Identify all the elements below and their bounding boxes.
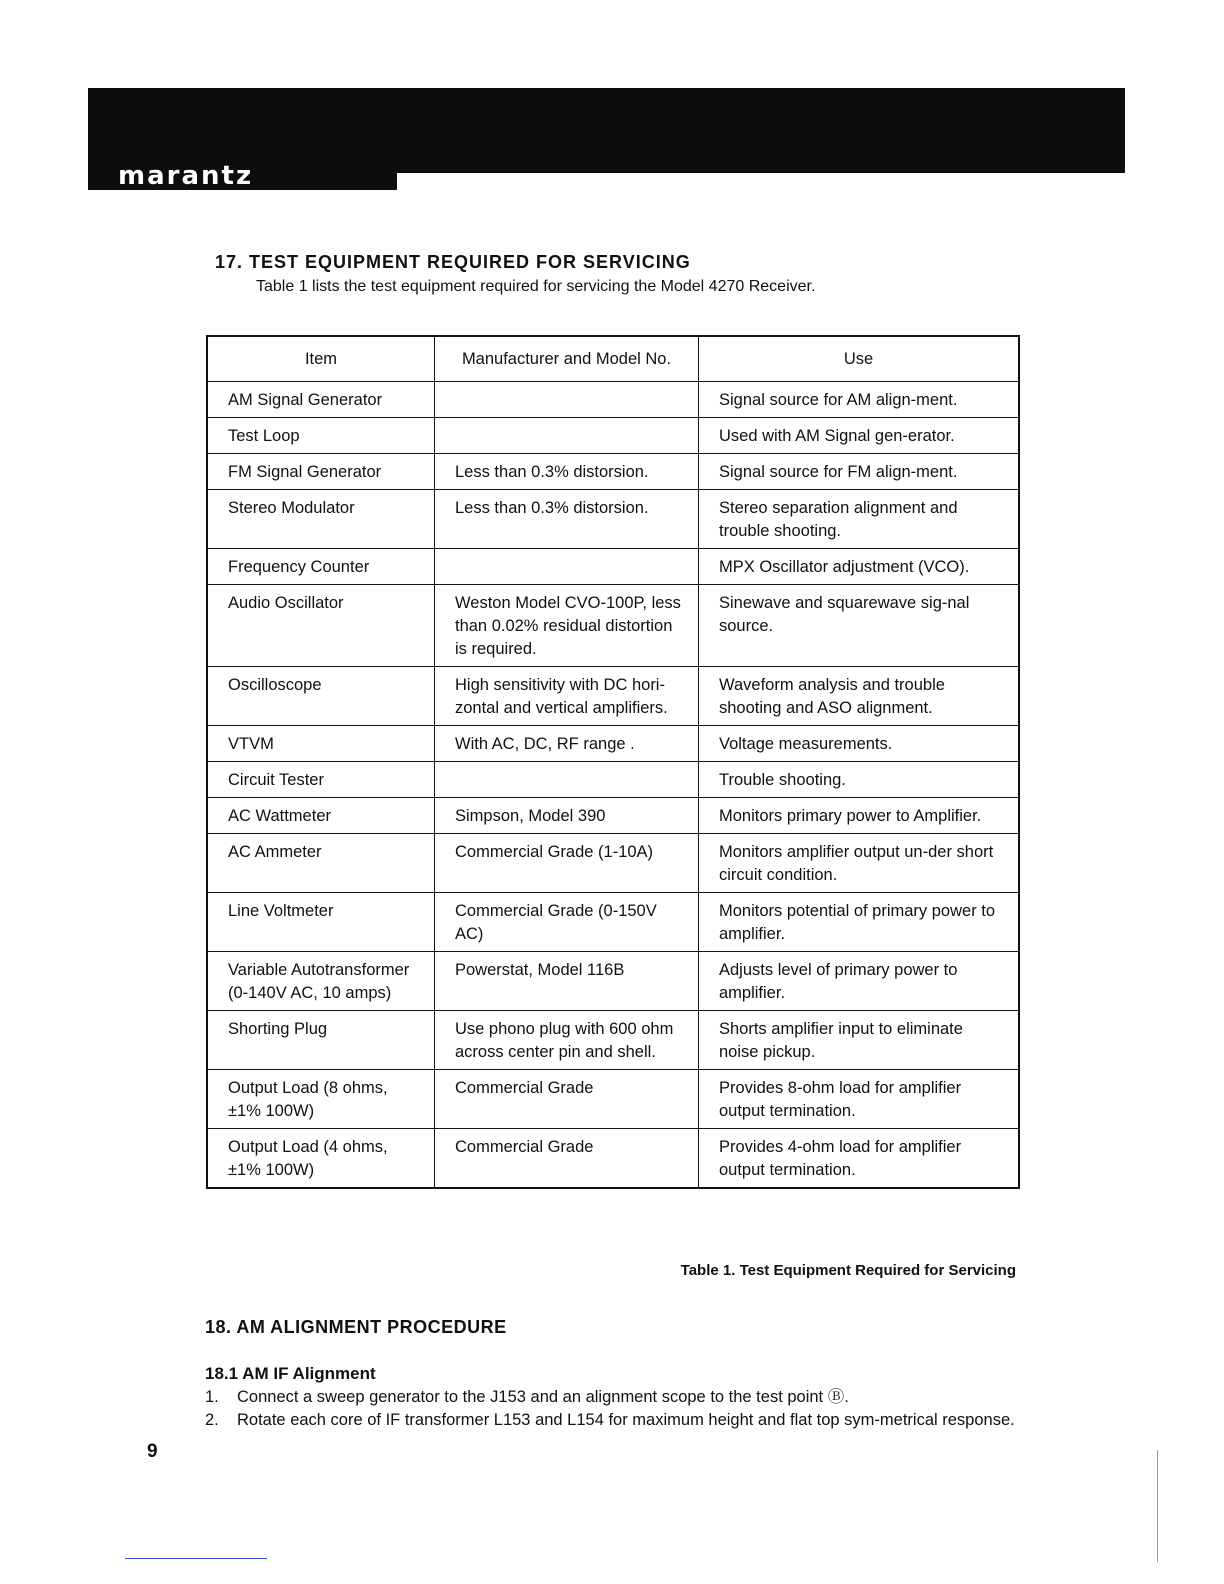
table-caption: Table 1. Test Equipment Required for Servicing [680, 1262, 1016, 1279]
table-row [207, 1129, 1019, 1189]
list-item [205, 1409, 1017, 1432]
cell-item: Audio Oscillator [207, 585, 435, 667]
cell-item: Line Voltmeter [207, 893, 435, 952]
cell-manufacturer: Weston Model CVO-100P, less than 0.02% residual distortion is required. [435, 585, 699, 667]
table-row [207, 549, 1019, 585]
cell-use: Shorts amplifier input to eliminate noise pickup. [699, 1011, 1020, 1070]
cell-item: VTVM [207, 726, 435, 762]
subsection-18-1-title: 18.1 AM IF Alignment [205, 1364, 376, 1383]
cell-manufacturer: High sensitivity with DC hori-zontal and vertical amplifiers. [435, 667, 699, 726]
table-row [207, 418, 1019, 454]
cell-item: Variable Autotransformer (0-140V AC, 10 amps) [207, 952, 435, 1011]
cell-use: Monitors primary power to Amplifier. [699, 798, 1020, 834]
table-header-row [207, 336, 1019, 382]
step-number: 2. [205, 1411, 219, 1429]
cell-use: Stereo separation alignment and trouble shooting. [699, 490, 1020, 549]
table-row [207, 1070, 1019, 1129]
list-item [205, 1386, 1017, 1409]
cell-item: Output Load (8 ohms, ±1% 100W) [207, 1070, 435, 1129]
cell-use: Adjusts level of primary power to amplifier. [699, 952, 1020, 1011]
section-18-title: 18. AM ALIGNMENT PROCEDURE [205, 1317, 507, 1337]
table-row [207, 454, 1019, 490]
header-item: Item [207, 336, 435, 382]
cell-use: Sinewave and squarewave sig-nal source. [699, 585, 1020, 667]
cell-manufacturer: Commercial Grade (0-150V AC) [435, 893, 699, 952]
cell-use: Provides 8-ohm load for amplifier output termination. [699, 1070, 1020, 1129]
table-row [207, 667, 1019, 726]
cell-use: Trouble shooting. [699, 762, 1020, 798]
cell-use: Monitors amplifier output un-der short circuit condition. [699, 834, 1020, 893]
cell-manufacturer [435, 549, 699, 585]
section-17-title: 17. TEST EQUIPMENT REQUIRED FOR SERVICING [215, 252, 691, 272]
table-row [207, 1011, 1019, 1070]
table-row [207, 834, 1019, 893]
step-text: Connect a sweep generator to the J153 and an alignment scope to the test point Ⓑ. [237, 1388, 849, 1406]
cell-item: AC Ammeter [207, 834, 435, 893]
cell-use: Signal source for AM align-ment. [699, 382, 1020, 418]
table-row [207, 762, 1019, 798]
cell-item: FM Signal Generator [207, 454, 435, 490]
equipment-table [206, 335, 1020, 1189]
cell-use: Voltage measurements. [699, 726, 1020, 762]
table-row [207, 726, 1019, 762]
table-row [207, 382, 1019, 418]
header-manufacturer: Manufacturer and Model No. [435, 336, 699, 382]
cell-manufacturer: Less than 0.3% distorsion. [435, 490, 699, 549]
alignment-steps [205, 1386, 1017, 1432]
cell-manufacturer: With AC, DC, RF range . [435, 726, 699, 762]
cell-manufacturer: Commercial Grade (1-10A) [435, 834, 699, 893]
cell-item: Test Loop [207, 418, 435, 454]
cell-item: AM Signal Generator [207, 382, 435, 418]
cell-manufacturer: Use phono plug with 600 ohm across center pin and shell. [435, 1011, 699, 1070]
page-number: 9 [147, 1441, 158, 1462]
cell-use: Waveform analysis and trouble shooting and ASO alignment. [699, 667, 1020, 726]
cell-item: AC Wattmeter [207, 798, 435, 834]
cell-item: Circuit Tester [207, 762, 435, 798]
cell-item: Shorting Plug [207, 1011, 435, 1070]
table-row [207, 490, 1019, 549]
table-row [207, 585, 1019, 667]
cell-manufacturer [435, 382, 699, 418]
cell-manufacturer: Less than 0.3% distorsion. [435, 454, 699, 490]
cell-manufacturer [435, 762, 699, 798]
cell-use: Provides 4-ohm load for amplifier output termination. [699, 1129, 1020, 1189]
table-row [207, 893, 1019, 952]
cell-manufacturer: Simpson, Model 390 [435, 798, 699, 834]
cell-item: Frequency Counter [207, 549, 435, 585]
cell-item: Oscilloscope [207, 667, 435, 726]
table-row [207, 798, 1019, 834]
step-text: Rotate each core of IF transformer L153 and L154 for maximum height and flat top sym-metrical response. [237, 1411, 1015, 1429]
margin-line [1157, 1450, 1158, 1562]
section-17-intro: Table 1 lists the test equipment required for servicing the Model 4270 Receiver. [256, 278, 816, 295]
cell-manufacturer: Commercial Grade [435, 1070, 699, 1129]
cell-manufacturer [435, 418, 699, 454]
cell-item: Stereo Modulator [207, 490, 435, 549]
cell-use: Monitors potential of primary power to amplifier. [699, 893, 1020, 952]
cell-item: Output Load (4 ohms, ±1% 100W) [207, 1129, 435, 1189]
cell-use: Signal source for FM align-ment. [699, 454, 1020, 490]
step-number: 1. [205, 1388, 219, 1406]
cell-use: MPX Oscillator adjustment (VCO). [699, 549, 1020, 585]
cell-manufacturer: Commercial Grade [435, 1129, 699, 1189]
cell-use: Used with AM Signal gen-erator. [699, 418, 1020, 454]
header-use: Use [699, 336, 1020, 382]
table-row [207, 952, 1019, 1011]
cell-manufacturer: Powerstat, Model 116B [435, 952, 699, 1011]
footer-divider [125, 1558, 267, 1559]
brand-logo: marantz [118, 161, 254, 191]
